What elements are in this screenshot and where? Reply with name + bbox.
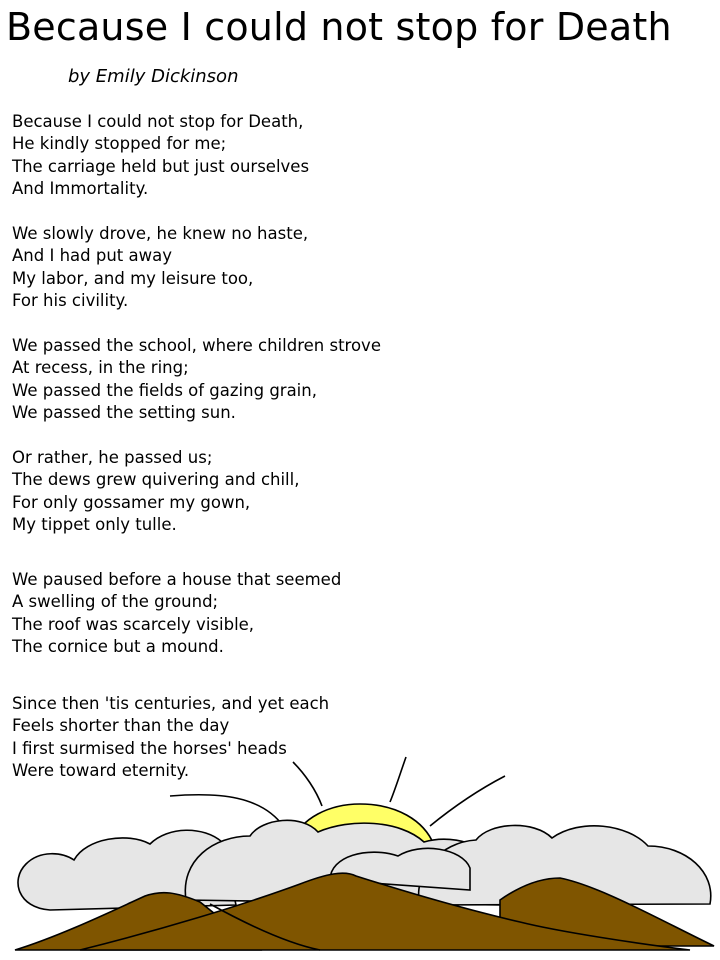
poem-line: The dews grew quivering and chill, [12, 470, 300, 490]
poem-line: The roof was scarcely visible, [12, 614, 255, 634]
poem-line: And I had put away [12, 246, 172, 266]
poem-line: Or rather, he passed us; [12, 448, 213, 467]
poem-line: We slowly drove, he knew no haste, [12, 224, 309, 243]
poem-line: For his civility. [12, 290, 129, 310]
poem-line: And Immortality. [12, 178, 149, 198]
sun-ray [293, 762, 322, 806]
poem-line: He kindly stopped for me; [12, 134, 227, 154]
poem-line: We paused before a house that seemed [12, 570, 342, 589]
poem-author: by Emily Dickinson [68, 66, 239, 87]
sun-ray [390, 757, 406, 802]
poem-line: My tippet only tulle. [12, 514, 177, 534]
poem-line: A swelling of the ground; [12, 592, 219, 612]
poem-line: Were toward eternity. [12, 760, 190, 780]
poem-line: The cornice but a mound. [12, 636, 224, 656]
sun-ray [430, 776, 505, 826]
poem-line: I first surmised the horses' heads [12, 738, 287, 758]
poem-line: Because I could not stop for Death, [12, 112, 304, 131]
poem-line: The carriage held but just ourselves [12, 156, 310, 176]
poem-title: Because I could not stop for Death [6, 5, 672, 49]
poem-line: Feels shorter than the day [12, 716, 230, 736]
poem-line: At recess, in the ring; [12, 358, 189, 378]
poem-line: We passed the school, where children strove [12, 336, 381, 355]
sun-ray [170, 795, 284, 827]
poem-line: For only gossamer my gown, [12, 492, 251, 512]
poem-line: We passed the setting sun. [12, 402, 236, 422]
poem-line: We passed the fields of gazing grain, [12, 380, 317, 400]
poem-line: Since then 'tis centuries, and yet each [12, 694, 330, 713]
poem-line: My labor, and my leisure too, [12, 268, 254, 288]
